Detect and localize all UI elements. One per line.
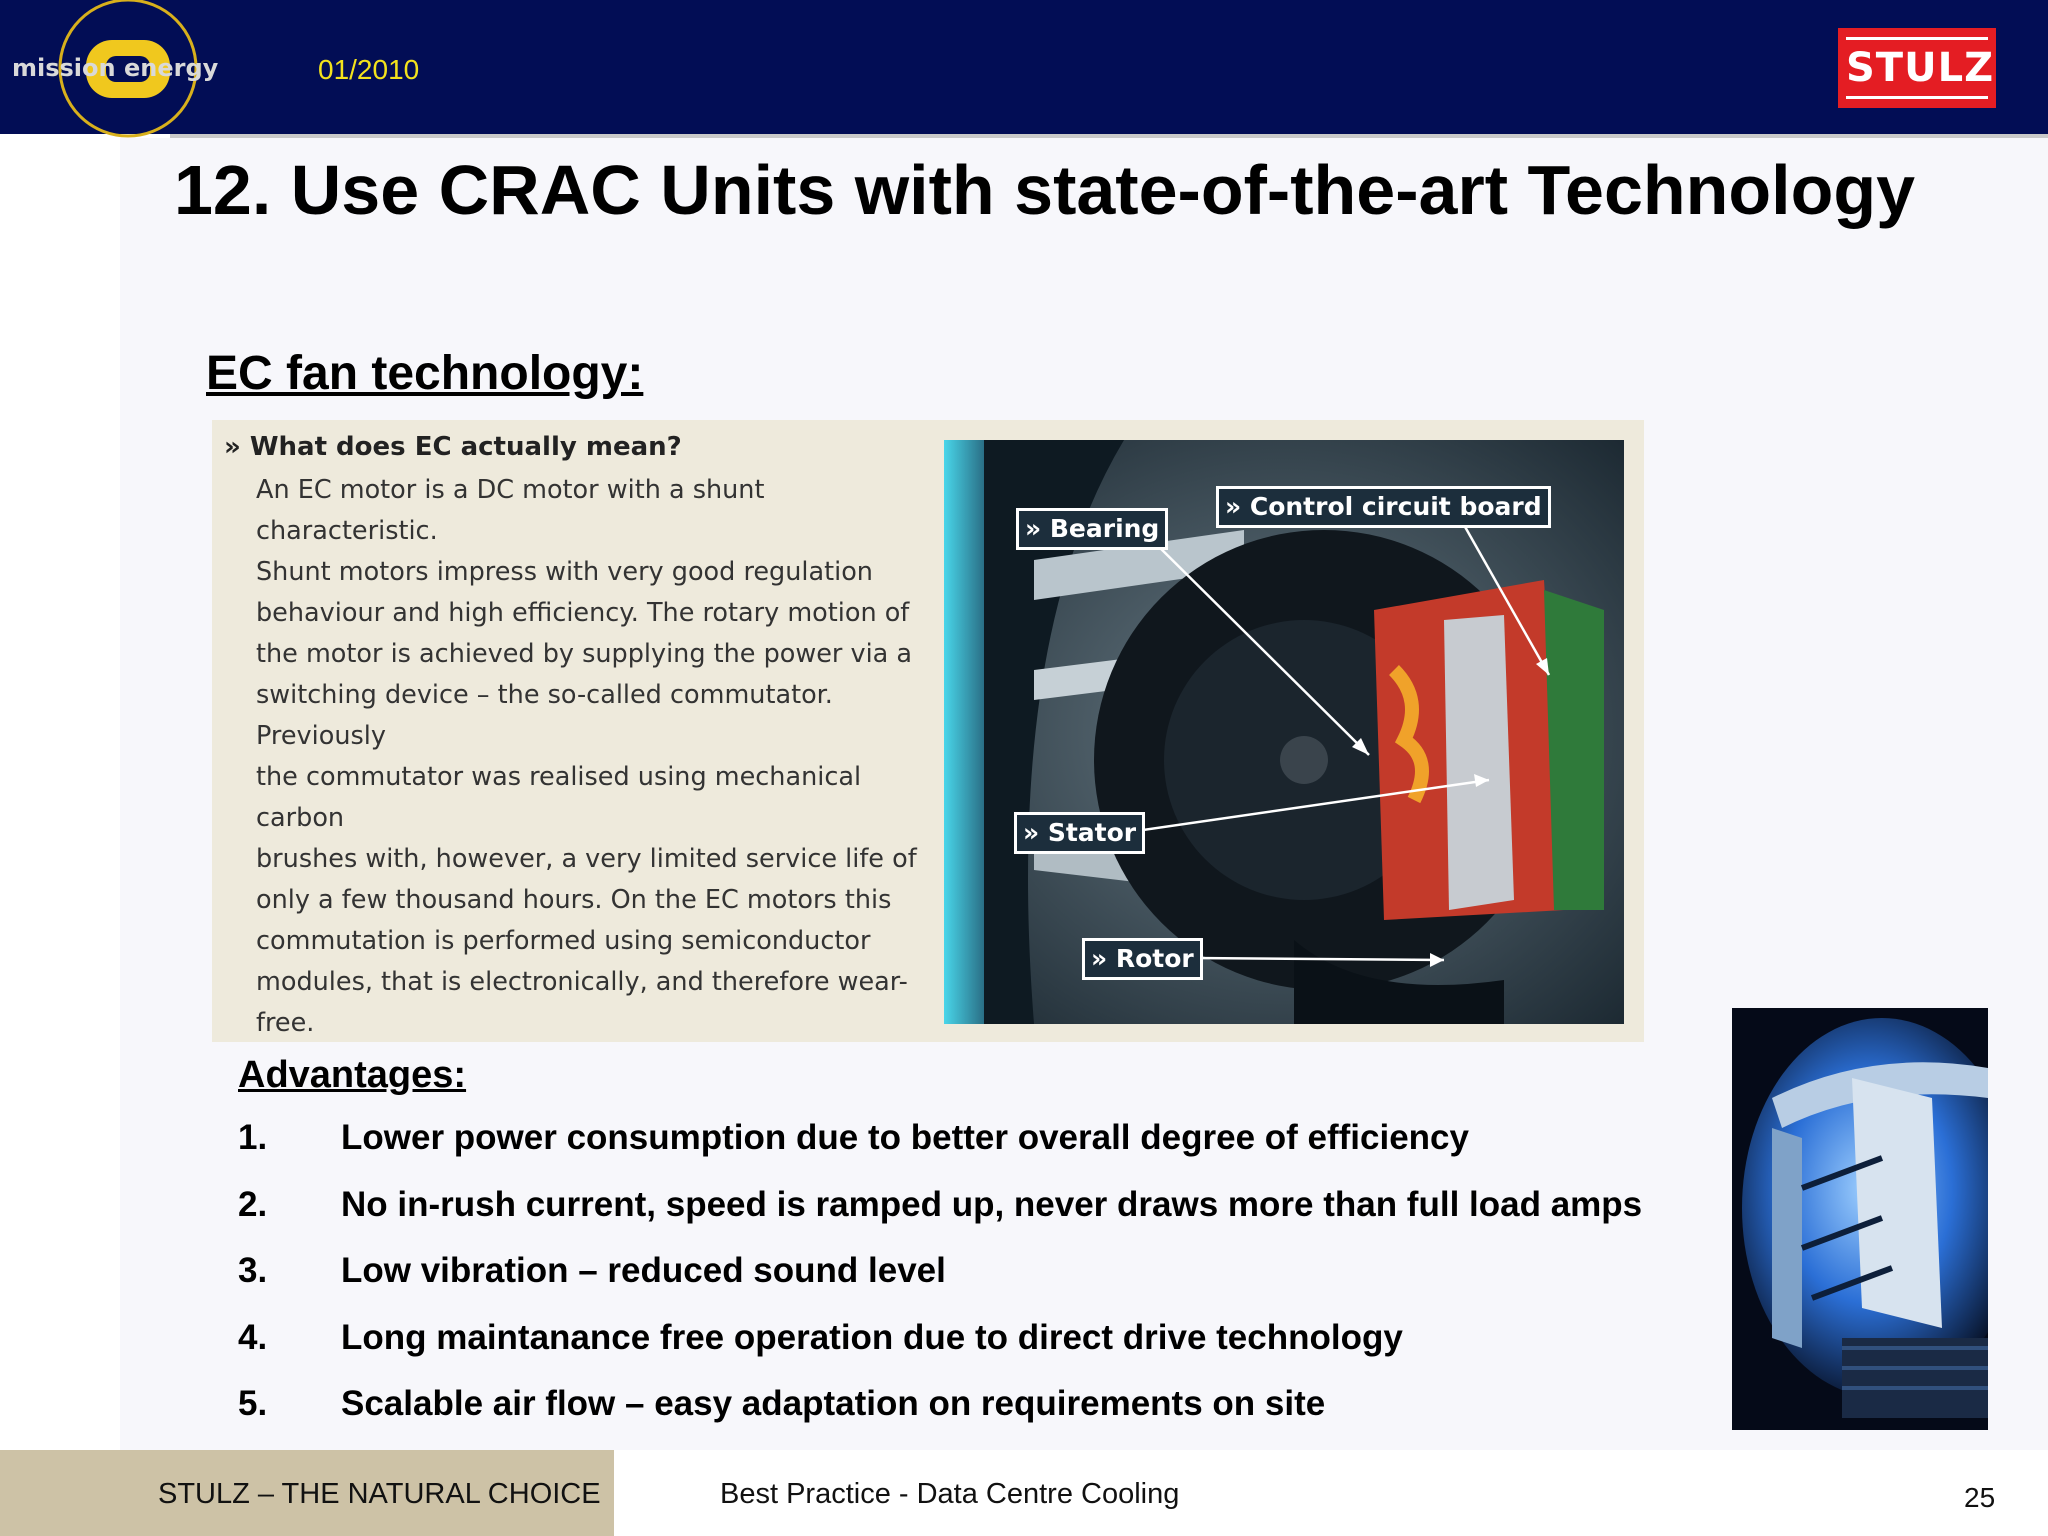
fan-impeller-photo [1732, 1008, 1988, 1430]
logo-wordmark: mission energy [12, 54, 219, 82]
ec-text-line: the motor is achieved by supplying the power via a [256, 639, 913, 669]
list-item-number: 1. [238, 1118, 268, 1157]
ec-text-line: An EC motor is a DC motor with a shunt characteristic. [256, 475, 765, 546]
list-item [238, 1251, 1738, 1318]
page-number: 25 [1964, 1482, 1996, 1513]
ec-text-line: brushes with, however, a very limited service life of [256, 844, 917, 874]
list-item-text: Low vibration – reduced sound level [341, 1251, 946, 1290]
header-date: 01/2010 [318, 54, 420, 85]
header-bar [0, 0, 2048, 134]
label-stator: » Stator [1014, 812, 1145, 854]
ec-text-line: switching device – the so-called commutator. Previously [256, 680, 833, 751]
footer-tagline: STULZ – THE NATURAL CHOICE [158, 1478, 601, 1510]
ec-text-line: commutation is performed using semiconductor [256, 926, 871, 956]
slide-title: 12. Use CRAC Units with state-of-the-art Technology [174, 151, 1916, 229]
list-item-text: Lower power consumption due to better overall degree of efficiency [341, 1118, 1469, 1157]
list-item-number: 2. [238, 1184, 268, 1224]
list-item-text: Scalable air flow – easy adaptation on requirements on site [341, 1384, 1326, 1423]
label-rotor: » Rotor [1082, 938, 1203, 980]
stulz-logo-text: STULZ [1846, 37, 1988, 99]
ec-info-text [256, 470, 936, 1044]
advantages-list [238, 1118, 1738, 1451]
ec-info-heading: » What does EC actually mean? [224, 432, 682, 462]
list-item-number: 3. [238, 1251, 268, 1290]
list-item-text: Long maintanance free operation due to direct drive technology [341, 1317, 1403, 1357]
footer-tagline-panel [0, 1450, 614, 1536]
list-item [238, 1185, 1738, 1252]
list-item-text: No in-rush current, speed is ramped up, never draws more than full load amps [341, 1184, 1643, 1224]
footer-presentation-title: Best Practice - Data Centre Cooling [720, 1478, 1180, 1510]
list-item-number: 4. [238, 1317, 268, 1357]
advantages-title: Advantages: [238, 1054, 467, 1096]
ec-text-line: only a few thousand hours. On the EC motors this [256, 885, 892, 915]
ec-text-line: the commutator was realised using mechanical carbon [256, 762, 862, 833]
list-item [238, 1384, 1738, 1451]
stulz-logo [1838, 28, 1996, 108]
label-control-circuit-board: » Control circuit board [1216, 486, 1551, 528]
list-item [238, 1118, 1738, 1185]
ec-text-line: Shunt motors impress with very good regulation [256, 557, 873, 587]
ec-text-line: behaviour and high efficiency. The rotary motion of [256, 598, 910, 628]
mission-energy-logo [0, 0, 260, 140]
label-bearing: » Bearing [1016, 508, 1168, 550]
ec-text-line: modules, that is electronically, and therefore wear-free. [256, 967, 908, 1038]
list-item-number: 5. [238, 1384, 268, 1423]
list-item [238, 1318, 1738, 1385]
section-subtitle: EC fan technology: [206, 347, 644, 400]
